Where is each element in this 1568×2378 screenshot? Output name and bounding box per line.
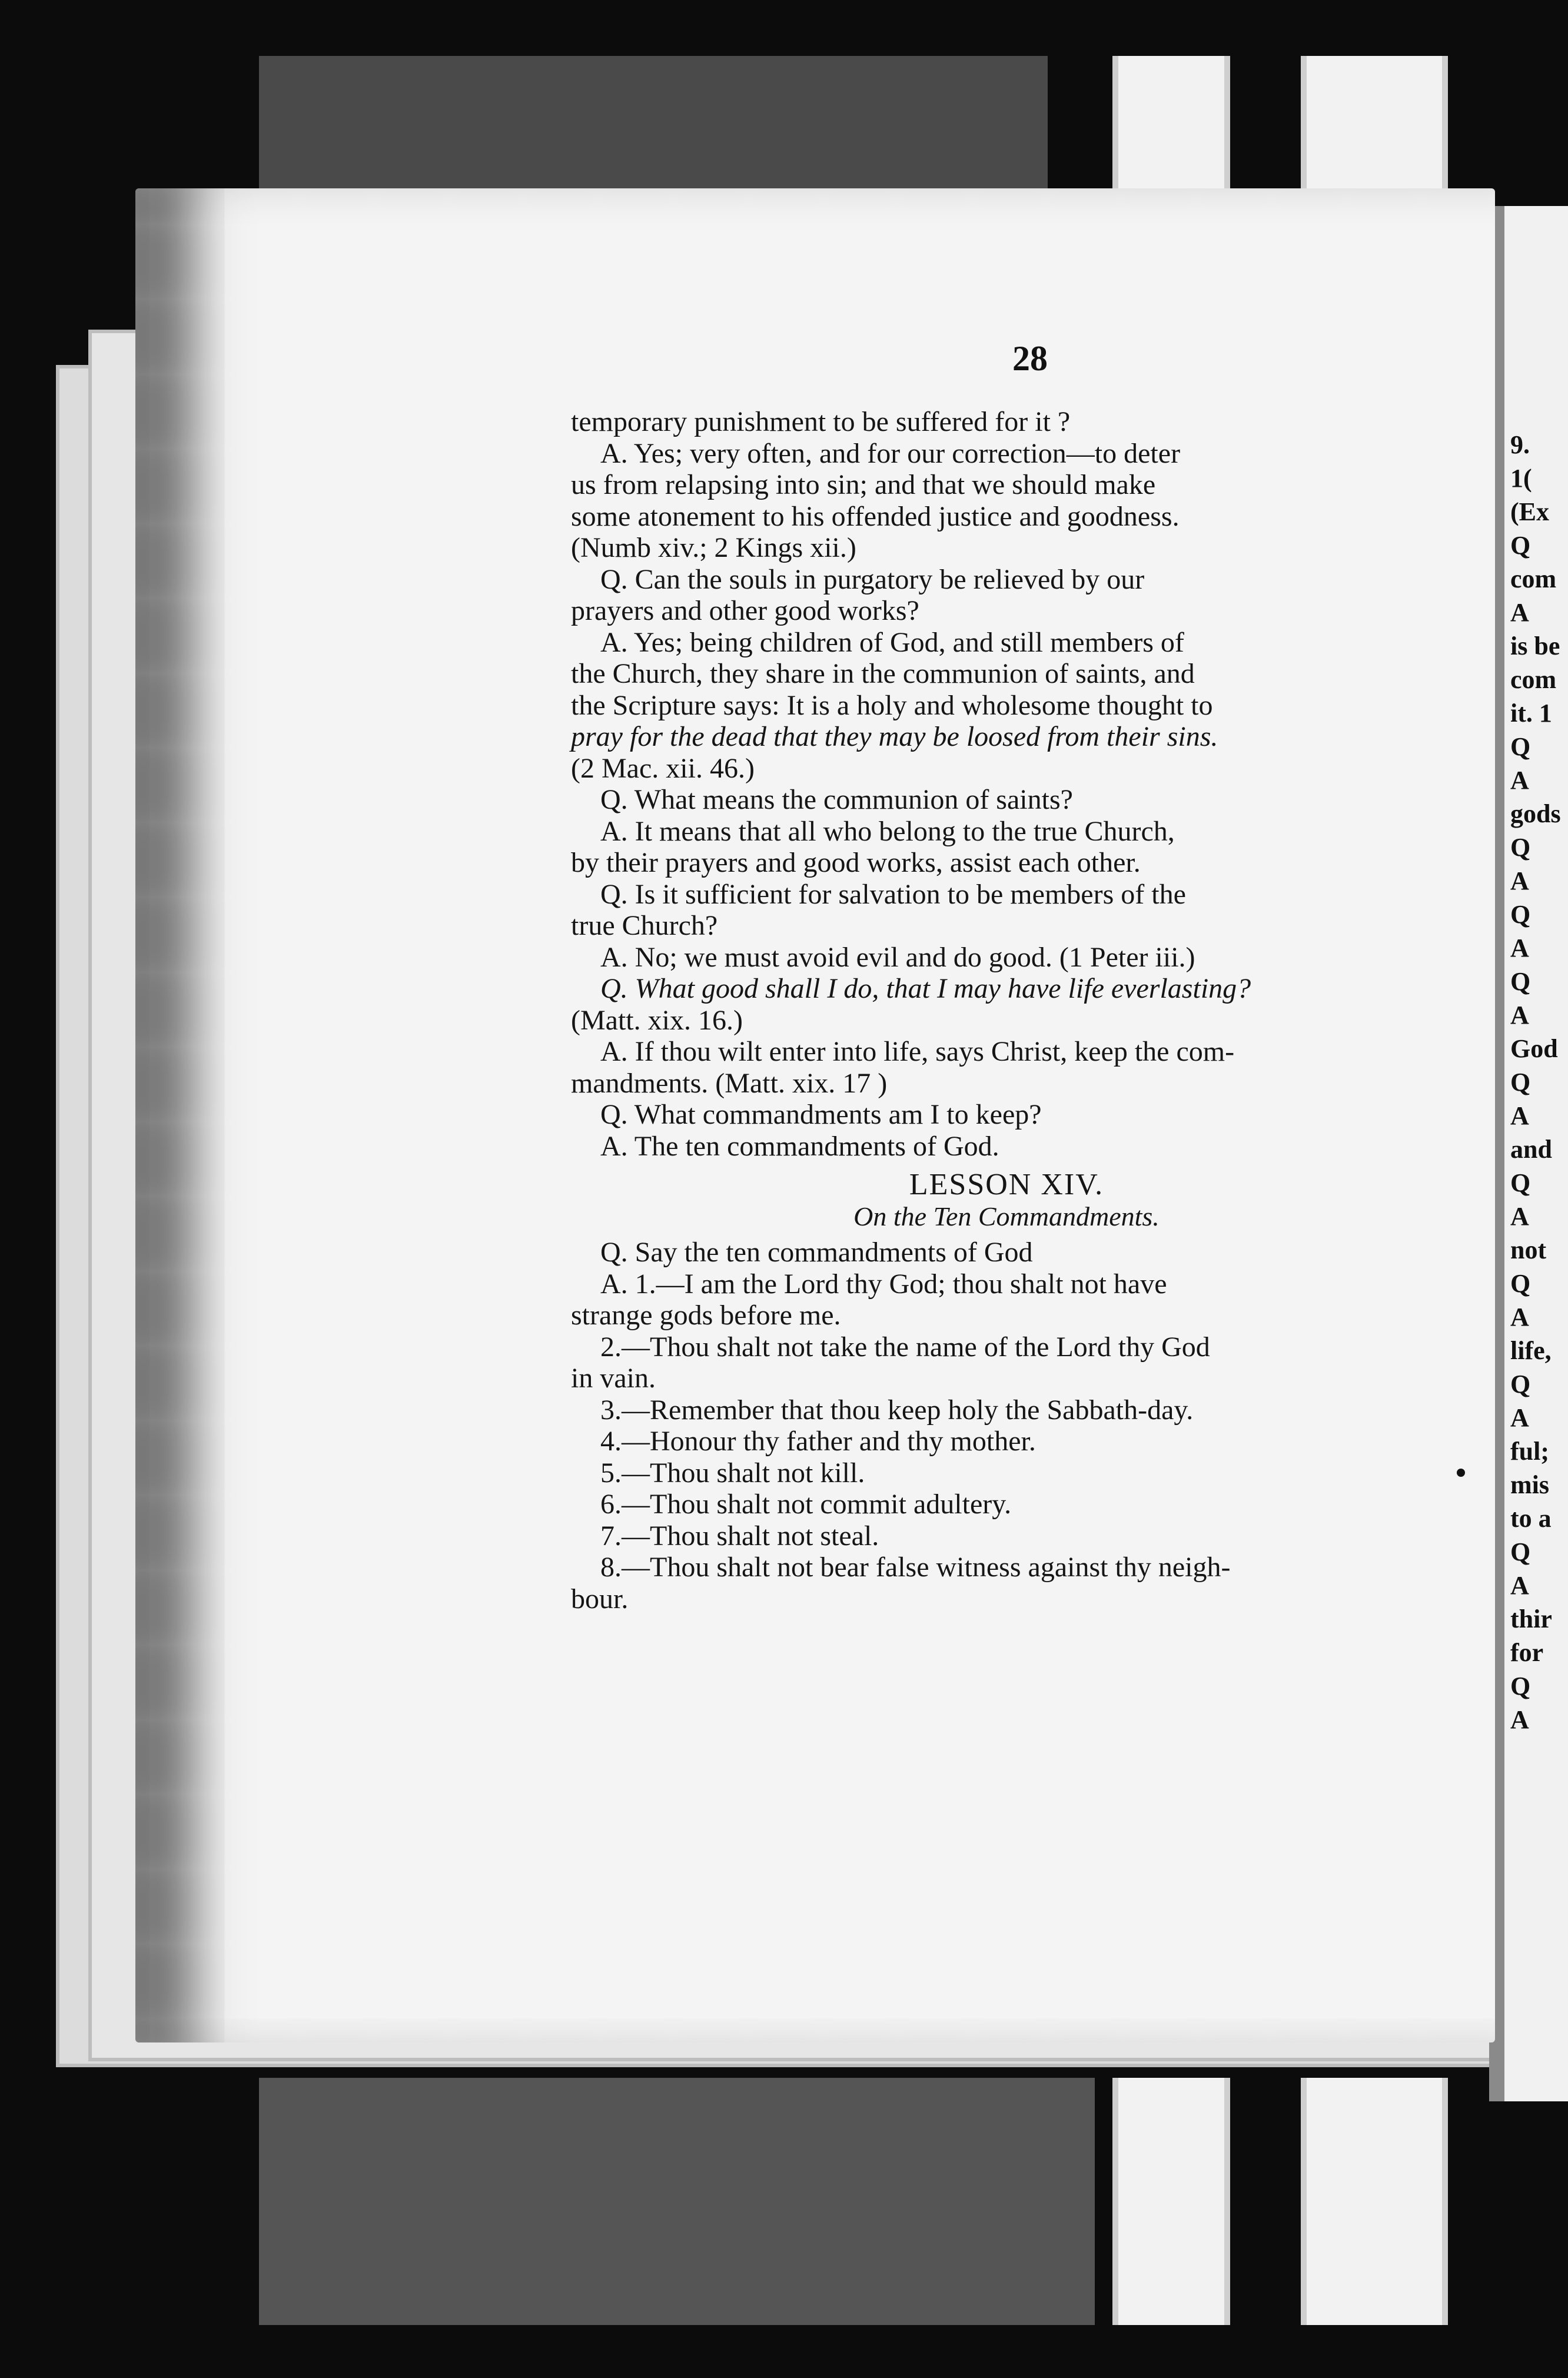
text-line: Q. Say the ten commandments of God xyxy=(600,1237,1033,1268)
facing-page-fragment: Q xyxy=(1510,531,1531,560)
facing-page-fragment: Q xyxy=(1510,900,1531,929)
text-line: A. The ten commandments of God. xyxy=(600,1130,999,1162)
facing-page-fragment: Q xyxy=(1510,1370,1531,1399)
facing-page-fragment: and xyxy=(1510,1135,1552,1164)
text-line: 2.—Thou shalt not take the name of the Lord thy God xyxy=(600,1331,1210,1363)
text-line: A. If thou wilt enter into life, says Christ, keep the com- xyxy=(600,1036,1235,1067)
facing-page-fragment: A xyxy=(1510,766,1529,795)
text-line: A. 1.—I am the Lord thy God; thou shalt not have xyxy=(600,1268,1167,1300)
text-line: pray for the dead that they may be loosed from their sins. xyxy=(571,721,1218,752)
facing-page-fragment: Q xyxy=(1510,1168,1531,1197)
page-text xyxy=(571,406,1442,1615)
text-line: bour. xyxy=(571,1583,629,1615)
text-line: A. Yes; being children of God, and still members of xyxy=(600,626,1184,658)
facing-page-fragment: A xyxy=(1510,1571,1529,1600)
facing-page-fragment: Q xyxy=(1510,967,1531,996)
facing-page-fragment: (Ex xyxy=(1510,497,1549,526)
background-bottom xyxy=(259,2078,1095,2325)
text-line: Q. Is it sufficient for salvation to be members of the xyxy=(600,878,1186,910)
facing-page xyxy=(1489,206,1568,2101)
background-top xyxy=(259,56,1048,197)
text-line: true Church? xyxy=(571,910,718,941)
stray-mark xyxy=(1457,1469,1465,1477)
facing-page-fragment: Q xyxy=(1510,1269,1531,1298)
catechism-text xyxy=(571,406,1442,1162)
text-line: in vain. xyxy=(571,1363,656,1394)
text-line: A. It means that all who belong to the true Church, xyxy=(600,815,1175,847)
facing-page-fragment: it. 1 xyxy=(1510,699,1552,728)
tape-bottom-left xyxy=(1112,2078,1230,2325)
text-line: A. Yes; very often, and for our correction—to deter xyxy=(600,437,1181,469)
facing-page-fragment: Q xyxy=(1510,1537,1531,1566)
text-line: (Numb xiv.; 2 Kings xii.) xyxy=(571,532,856,563)
facing-page-fragment: for xyxy=(1510,1638,1544,1667)
text-line: 6.—Thou shalt not commit adultery. xyxy=(600,1489,1012,1520)
text-line: 8.—Thou shalt not bear false witness against thy neigh- xyxy=(600,1552,1231,1583)
text-line: temporary punishment to be suffered for it ? xyxy=(571,406,1071,437)
text-line: the Church, they share in the communion of saints, and xyxy=(571,658,1195,689)
facing-page-fragment: life, xyxy=(1510,1336,1552,1365)
text-line: (Matt. xix. 16.) xyxy=(571,1004,743,1036)
facing-page-fragment: Q xyxy=(1510,1068,1531,1097)
text-line: us from relapsing into sin; and that we should make xyxy=(571,469,1156,500)
text-line: (2 Mac. xii. 46.) xyxy=(571,752,755,784)
facing-page-fragment: God xyxy=(1510,1034,1558,1063)
facing-page-fragment: not xyxy=(1510,1236,1547,1264)
facing-page-fragment: thir xyxy=(1510,1605,1552,1633)
facing-page-fragment: A xyxy=(1510,1403,1529,1432)
facing-page-fragment: Q xyxy=(1510,732,1531,761)
facing-page-fragment: mis xyxy=(1510,1470,1549,1499)
facing-page-fragment: A xyxy=(1510,1303,1529,1331)
tape-bottom-right xyxy=(1301,2078,1448,2325)
text-line: Q. What means the communion of saints? xyxy=(600,784,1073,815)
text-line: 3.—Remember that thou keep holy the Sabbath-day. xyxy=(600,1394,1194,1426)
facing-page-fragment: A xyxy=(1510,866,1529,895)
text-line: prayers and other good works? xyxy=(571,595,919,626)
text-line: 5.—Thou shalt not kill. xyxy=(600,1457,865,1489)
facing-page-fragment: Q xyxy=(1510,1672,1531,1701)
facing-page-fragment: com xyxy=(1510,665,1557,694)
text-line: 7.—Thou shalt not steal. xyxy=(600,1520,879,1552)
facing-page-fragment: is be xyxy=(1510,632,1560,660)
text-line: Q. Can the souls in purgatory be relieved by our xyxy=(600,563,1145,595)
commandments-list xyxy=(571,1237,1442,1615)
facing-page-fragment: ful; xyxy=(1510,1437,1549,1466)
text-line: Q. What commandments am I to keep? xyxy=(600,1099,1042,1130)
text-line: some atonement to his offended justice and goodness. xyxy=(571,500,1180,532)
text-line: by their prayers and good works, assist each other. xyxy=(571,847,1141,878)
lesson-heading: LESSON XIV. xyxy=(909,1168,1104,1201)
facing-page-fragment: Q xyxy=(1510,833,1531,862)
facing-page-fragment: A xyxy=(1510,598,1529,627)
facing-page-fragment: gods xyxy=(1510,799,1561,828)
text-line: 4.—Honour thy father and thy mother. xyxy=(600,1426,1036,1457)
facing-page-fragment: to a xyxy=(1510,1504,1552,1533)
text-line: strange gods before me. xyxy=(571,1300,841,1331)
facing-page-fragment: 1( xyxy=(1510,464,1532,493)
text-line: the Scripture says: It is a holy and wholesome thought to xyxy=(571,689,1213,721)
text-line: A. No; we must avoid evil and do good. (1 Peter iii.) xyxy=(600,941,1195,973)
facing-page-fragment: 9. xyxy=(1510,430,1530,459)
facing-page-fragment: com xyxy=(1510,564,1557,593)
facing-page-fragment: A xyxy=(1510,1101,1529,1130)
facing-page-fragment: A xyxy=(1510,934,1529,962)
lesson-subtitle: On the Ten Commandments. xyxy=(853,1201,1160,1231)
facing-page-fragment: A xyxy=(1510,1001,1529,1029)
page-number: 28 xyxy=(1012,339,1048,378)
facing-page-fragment: A xyxy=(1510,1705,1529,1734)
facing-page-fragment: A xyxy=(1510,1202,1529,1231)
text-line: Q. What good shall I do, that I may have life everlasting? xyxy=(600,973,1251,1004)
text-line: mandments. (Matt. xix. 17 ) xyxy=(571,1067,888,1099)
